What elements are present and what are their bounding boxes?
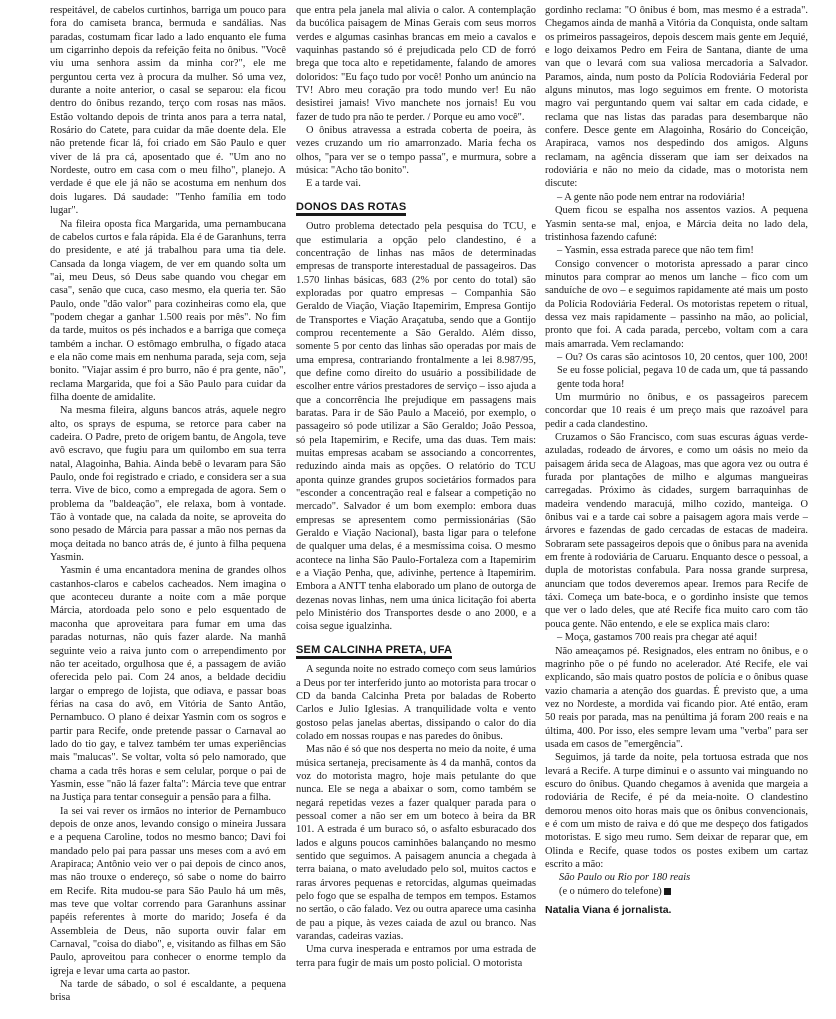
dialogue-line: – Yasmin, essa estrada parece que não tem fim! (557, 245, 754, 257)
text-column-3 (545, 4, 808, 1016)
sign-text-phone (545, 885, 808, 898)
paragraph: A segunda noite no estrado começo com seus lamúrios a Deus por ter interferido junto ao motorista para trocar o CD da banda Calcinha Preta por baladas de Roberto Carlos e Julio Iglesias. A tranquilidade volta e vento gostoso pelas janelas abertas, dissipando o calor do dia colado em nossas roupas e nas paredes do ônibus. (296, 664, 536, 742)
paragraph: O ônibus atravessa a estrada coberta de poeira, às vezes cruzando um rio amarronzado. Maria fecha os olhos, "para ver se o tempo passa", e murmura, sobre a música: "Acho tão bonito". (296, 125, 536, 177)
section-heading-text: DONOS DAS ROTAS (296, 201, 406, 216)
paragraph: Seguimos, já tarde da noite, pela tortuosa estrada que nos levará a Recife. A turpe diminui e o assunto vai minguando no escuro do ônibus. Quando chegamos à avenida que margeia a rodoviária de Recife, é pé da meia-noite. O clandestino demorou menos oito horas mais que os ônibus convencionais, e é com um misto de raiva e dó que me despeço dos fatigados motoristas. E sigo meu rumo. Sem deixar de reparar que, em Olinda e Recife, quase todos os postes exibem um cartaz escrito a mão: (545, 752, 808, 870)
section-heading-donos-das-rotas (296, 201, 536, 214)
text-column-2 (296, 4, 536, 1016)
paragraph: respeitável, de cabelos curtinhos, barriga um pouco para fora do camiseta branca, bermuda e sandálias. Nas paradas, costumam ficar lado a lado enquanto ele fuma um cigarrinho depois da refeição feita no ônibus. "Você viu uma senhora assim da minha cor?", ele me perguntou certa vez à procura da mulher. Só uma vez, durante a noite anterior, o casal se separou: ela ficou dentro do ônibus rezando, terço com rosas nas mãos. Estão voltando depois de trinta anos para a terra natal, Rosário do Catete, para cuidar da mãe doente dela. Ele não pretende ficar lá, foi criado em São Paulo e quer viver de lá pra cá, aposentado que é. "Um ano no Nordeste, outro em casa com o meu filho", planejo. A verdade é que ele já não se acostuma em nenhum dos dois lugares. Dá saudade: "Tenho família em todo lugar". (50, 5, 286, 217)
paragraph: Quem ficou se espalha nos assentos vazios. A pequena Yasmin senta-se mal, enjoa, e Márcia deita no lado dela, tristinhosa fazendo cafuné: (545, 205, 808, 243)
paragraph: Ia sei vai rever os irmãos no interior de Pernambuco depois de onze anos, levando consigo o mineira Jussara e a pequena Caroline, todos no mesmo banco; Davi foi mandado pelo pai para passar uns meses com a avó em Arapiraca; Antônio veio ver o pai depois de cinco anos, mas não trouxe o endereço, só sabe o nome do bairro em Recife. Rita mudou-se para São Paulo há um mês, mas teve que voltar correndo para Garanhuns assinar papéis referentes à morte do marido; Josefa é da Assembleia de Deus, não suporta ouvir falar em Carnaval, "coisa do diabo", e, visitando as filhas em São Paulo, aproveitou para conhecer o enorme templo da igreja e levar uma carta ao pastor. (50, 805, 286, 977)
paragraph: Na fileira oposta fica Margarida, uma pernambucana de cabelos curtos e fala rápida. Ela é de Garanhuns, terra do presidente, e até já trabalhou para uma tia dele. Cansada da longa viagem, de ver em quando solta um "ai, meu Deus, só Deus sabe quando vou chegar em casa", senão que cuca, caso mesmo, ela queria ter. São Paulo, onde "dão valor" para cozinheiras como ela, que "podem chegar a ganhar 1.500 reais por mês". No fim da tarde, muitos os pés inchados e a barriga que começa também a inchar. O estômago embrulha, o fígado ataca e ela não come mais em nenhuma parada, seja com, seja bonito. "Viajar assim é pro burro, não é pra gente, não", reclama Margarida, que foi a São Paulo para cuidar da filha doente de amidalite. (50, 218, 286, 403)
sign-text: São Paulo ou Rio por 180 reais (559, 872, 691, 884)
dialogue-line: – Ou? Os caras são acintosos 10, 20 centos, quer 100, 200! Se eu fosse policial, pegava 10 de cada um, que tá passando gente toda hora! (557, 351, 808, 390)
paragraph: Yasmin é uma encantadora menina de grandes olhos castanhos-claros e cabelos cacheados. Nem imagina o que aconteceu durante a noite com a mãe porque Márcia, atordoada pelo sono e pelo esquentado de maconha que aproveitara para fumar em uma das paradas noturnas, não quis fazer alarde. Na manhã seguinte veio a raiva junto com o arrependimento por não ter aceitado, orgulhosa que é, a passagem de avião oferecida pelo pai. Com 24 anos, a beldade decidiu largar o emprego de lojista, que odiava, e passar boas férias na casa do avô, em Vitória de Santo Antão, Pernambuco. O plano é deixar Yasmin com os sogros e partir para Recife, onde pretende passar o Carnaval ao lado do tio gay, e talvez também ter umas experiências mais "malucas". Se voltar, volta só pelo namorado, que chama a cada três horas e sem celular, porque o pai de Yasmin, esse "não lá fazer falta": Márcia teve que entrar na Justiça para tentar conseguir a pensão para a filha. (50, 565, 286, 804)
paragraph: que entra pela janela mal alivia o calor. A contemplação da bucólica paisagem de Minas Gerais com seus morros verdes e algumas casinhas brancas em meio a cavalos e vaquinhas pastando só é prejudicada pelo CD de forró brega que toca alto e repetidamente, falando de amores doloridos: "Eu faço tudo por você! Ponho um anúncio na TV! Abro meu coração pra todo mundo ver! Eu não desistirei jamais! Vivo manchete nos jornais! Eu vou fazer de tudo pra não te perder. / Porque eu amo você". (296, 5, 536, 123)
end-mark-icon (664, 888, 671, 895)
section-heading-text: SEM CALCINHA PRETA, UFA (296, 644, 452, 659)
author-credit: Natalia Viana é jornalista. (545, 904, 672, 917)
paragraph: Na mesma fileira, alguns bancos atrás, aquele negro alto, os sprays de espuma, se retorce para caber na cadeira. O Padre, preto de origem bantu, de Angola, teve avô escravo, que fugiu para um quilombo em sua terra natal, Alagoinha, Bahia. Ainda bebê o levaram para São Paulo, onde foi registrado e criado, e considera ser a sua terra. Vive de bico, como a empregada de agora. Sem o problema da "baldeação", ele relaxa, bom à vontade. Tão à vontade que, na calada da noite, se aproveita do sono pesado de Márcia para passar a mão nos pernas da moça deitada no banco atrás de, é junto à filha pequena Yasmin. (50, 405, 286, 564)
paragraph: Um murmúrio no ônibus, e os passageiros parecem concordar que 10 reais é um preço mais que razoável para pedir a cada clandestino. (545, 391, 808, 430)
text-column-1 (50, 4, 286, 1016)
paragraph: Cruzamos o São Francisco, com suas escuras águas verde-azuladas, rodeado de árvores, e como um oásis no meio da paisagem árida seca de Alagoas, mas que agora vez ou outra é furada por plantações de milho e algumas mangueiras carregadas. Próximo às cidades, surgem barraquinhas de madeira vendendo maracujá, milho cozido, manteiga. O ônibus vai e a tarde cai sobre a paisagem agora mais verde – árvores e fazendas de gado cercadas de estacas de madeira. Sobraram sete passageiros depois que o ônibus para na avenida em frente à rodoviária de Caruaru. Enquanto desce o pessoal, a dupla de motoristas confabula. Para nossa grande surpresa, anunciam que todos deveremos apear. Iremos para Recife de táxi. Começa um bate-boca, e o gordinho insiste que temos que ver o lado deles, que até Recife fica muito caro com tão pouca gente. Não entendo, e ele se explica mais claro: (545, 432, 808, 630)
sign-phone-text: (e o número do telefone) (559, 885, 662, 897)
paragraph: Na tarde de sábado, o sol é escaldante, a pequena brisa (50, 979, 286, 1004)
section-heading-sem-calcinha-preta (296, 644, 536, 657)
dialogue-line: – Moça, gastamos 700 reais pra chegar até aqui! (557, 632, 758, 644)
paragraph: Uma curva inesperada e entramos por uma estrada de terra para fugir de mais um posto policial. O motorista (296, 944, 536, 969)
dialogue-line: – A gente não pode nem entrar na rodoviária! (557, 191, 746, 203)
paragraph: Outro problema detectado pela pesquisa do TCU, e que estimularia a opção pelo clandestino, é a concentração de linhas nas mãos de determinadas empresas de transporte interestadual de passageiros. Das 1.570 linhas básicas, 683 (2% por cento do total) são exploradas por quatro empresas – Companhia São Geraldo de Viação, Viação Itapemirim, Empresa Gontijo de Transportes e Viação Araçatuba, sendo que a Gontijo comprou recentemente a São Geraldo. Além disso, somente 5 por cento das linhas são operadas por mais de uma empresa, contrariando frontalmente a lei 8.987/95, que define como direito do usuário a possibilidade de escolher entre vários prestadores de serviço – isso ajuda a que a concorrência lhe prejudique em passagens mais baratas. Para ir de São Paulo a Maceió, por exemplo, o passageiro só pode utilizar a São Geraldo; João Pessoa, só pela Itapemirim, e Recife, uma das duas. Tem mais: muitas empresas acabam se associando a concorrentes, reduzindo ainda mais as opções. O relatório do TCU aponta quinze grandes grupos societários formados para "esconder a concentração real e falsear a competição no mercado". Salvador é um bom exemplo: embora duas empresas se apresentem como permissionárias (São Geraldo e Viação Nacional), basta ligar para o telefone de qualquer uma delas, é a mesmíssima coisa. O mesmo acontece na linha São Paulo-Fortaleza com a Itapemirim e a Viação Penha, que, adivinhe, pertence à Itapemirim. Embora a ANTT tenha elaborado um plano de outorga de dezenas novas linhas, nem uma única licitação foi aberta pelo Ministério dos Transportes desde o ano 2000, e a coisa segue igualzinha. (296, 221, 536, 633)
paragraph: Não ameaçamos pé. Resignados, eles entram no ônibus, e o magrinho põe o pé fundo no acelerador. Até Recife, ele vai explicando, são mais quatro postos de polícia e o ônibus quase vazio chamaria a atenção dos guardas. É previsto que, a uma vez no Nordeste, a mordida vai ficando pior. Até então, eram 50 reais por parada, mas na penúltima já foram 200 reais e na última, 400. Por isso, eles sempre levam uma "verba" para ser usada em casos de "emergência". (545, 645, 808, 750)
paragraph: gordinho reclama: "O ônibus é bom, mas mesmo é a estrada". Chegamos ainda de manhã a Vitória da Conquista, onde saltam os primeiros passageiros, depois descem mais gente em Jequié, e logo deixamos Pedro em Feira de Santana, diante de uma van que o levará com sua valiosa mercadoria a Salvador. Paramos, ainda, num posto da Polícia Rodoviária Federal por alguns minutos, mas logo seguimos em frente. O motorista magro vai perguntando quem vai saltar em cada cidade, e reclama que nas listas das paradas para desembarque não confere. Desce gente em Alagoinha, Rosário do Conceição, Arapiraca, vamos nos despedindo dos amigos. Alguns reclamam, na agência disseram que iam ser deixados na rodoviária e não no meio da cidade, mas o motorista nem discute: (545, 5, 808, 190)
paragraph: Consigo convencer o motorista apressado a parar cinco minutos para comprar ao menos um lanche – fico com um sanduíche de ovo – e seguimos rapidamente até mais um posto da Polícia Rodoviária Federal. Os motoristas repetem o ritual, dessa vez mais rapidamente – passinho na mão, ao policial, pronto que foi. A cada parada, percebo, voltam com a cara mais amarrada. Vem reclamando: (545, 258, 808, 350)
paragraph: Mas não é só que nos desperta no meio da noite, é uma música sertaneja, precisamente às 4 da manhã, contos da voz do motorista magro, hoje mais petulante do que nunca. Ele se nega a abaixar o som, como também se negará repetidas vezes a fazer qualquer parada para o pessoal comer a não ser em um boteco à beira da BR 101. A estrada é um buraco só, o asfalto esburacado dos lados e alguns poucos caminhões balançando no mesmo sentido que seguimos. A paisagem anuncia a chegada à terra baiana, o mato aveludado pelo sol, muitos cactos e raras árvores pequenas e retorcidas, algumas queimadas pelo fogo que se espalha de tempos em tempos. Estamos no sertão, o cão falado. Vez ou outra aparece uma casinha de pau a pique, às vezes caiada de azul ou branco. Nas varandas, cadeiras vazias. (296, 744, 536, 943)
paragraph: E a tarde vai. (306, 178, 361, 190)
